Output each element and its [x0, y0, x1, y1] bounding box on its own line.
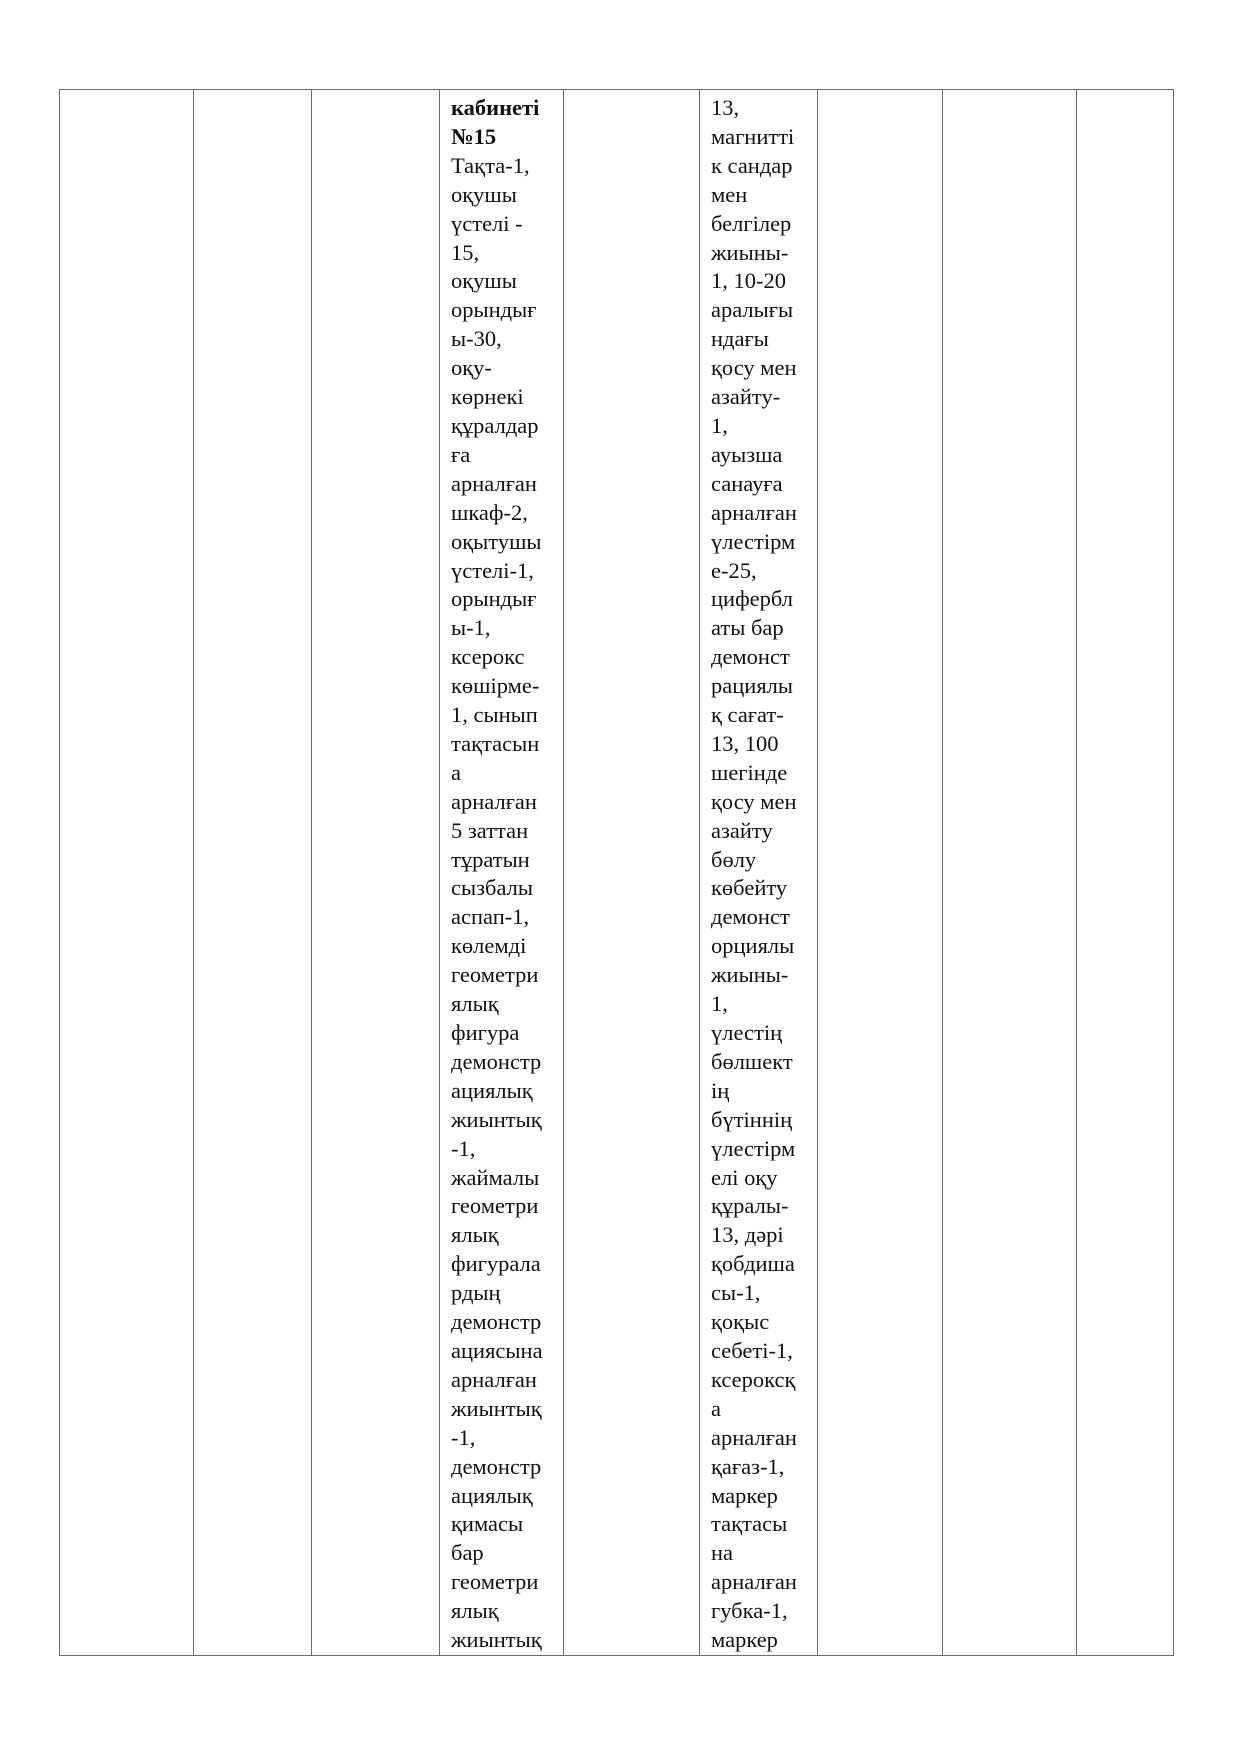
text-line: орындығ — [451, 297, 537, 323]
table-cell-col-8 — [943, 90, 1077, 1656]
text-line: е-25, — [711, 557, 757, 583]
text-line: тақтасы — [711, 1511, 788, 1537]
text-line: -1, — [451, 1424, 476, 1450]
text-line: ы-30, — [451, 326, 502, 352]
text-line: бөлшект — [711, 1048, 793, 1074]
text-line: геометри — [451, 962, 539, 988]
text-line: үлестің — [711, 1020, 783, 1045]
text-line: тақтасын — [451, 730, 540, 756]
table-cell-col-1 — [60, 90, 194, 1656]
text-line: 5 заттан — [451, 817, 529, 843]
text-line: елі оқу — [711, 1164, 778, 1190]
text-line: 15, — [451, 239, 480, 265]
text-line: -1, — [451, 1135, 476, 1161]
text-line: арналған — [711, 1424, 797, 1450]
text-line: үлестірм — [711, 1135, 796, 1161]
text-line: №15 — [451, 123, 497, 149]
text-line: қосу мен — [711, 355, 797, 381]
text-line: аты бар — [711, 615, 784, 641]
text-line: рациялы — [711, 673, 794, 699]
text-line: қобдиша — [711, 1251, 795, 1277]
text-line: фигура — [451, 1020, 520, 1045]
text-line: бүтіннің — [711, 1106, 793, 1132]
text-line: ациялық — [451, 1482, 533, 1508]
text-line: геометри — [451, 1193, 539, 1219]
text-line: ксероксқ — [711, 1366, 796, 1392]
text-line: көлемді — [451, 933, 527, 959]
text-line: жиынтық — [451, 1395, 542, 1421]
text-line: белгілер — [711, 210, 792, 236]
text-line: кабинеті — [451, 95, 540, 120]
text-line: демонстр — [451, 1453, 542, 1479]
text-line: демонстр — [451, 1048, 542, 1074]
text-line: арналған — [451, 1366, 537, 1392]
text-line: демонст — [711, 644, 790, 670]
text-line: 1, — [711, 991, 728, 1017]
text-line: арналған — [451, 788, 537, 814]
table-cell-equipment-room — [440, 90, 564, 1656]
text-line: орындығ — [451, 586, 537, 612]
text-line: магнитті — [711, 123, 795, 149]
text-line: шегінде — [711, 759, 788, 785]
text-line: цифербл — [711, 586, 794, 612]
text-line: маркер — [711, 1482, 778, 1508]
text-line: құралы- — [711, 1193, 789, 1219]
text-line: сызбалы — [451, 875, 533, 901]
text-line: мен — [711, 181, 748, 207]
table-cell-col-9 — [1077, 90, 1174, 1656]
text-line: оқытушы — [451, 528, 542, 554]
text-line: рдың — [451, 1280, 501, 1306]
text-line: ға — [451, 441, 471, 467]
text-line: жиынтық — [451, 1627, 542, 1653]
text-line: жиыны- — [711, 962, 789, 988]
text-line: маркер — [711, 1627, 778, 1653]
text-line: аспап-1, — [451, 904, 530, 930]
text-line: к сандар — [711, 152, 793, 178]
text-line: бар — [451, 1540, 484, 1566]
text-line: ндағы — [711, 326, 769, 352]
text-line: демонстр — [451, 1309, 542, 1335]
text-line: қоқыс — [711, 1309, 770, 1335]
text-line: 13, 100 — [711, 730, 779, 756]
text-line: көрнекі — [451, 384, 524, 410]
text-line: 1, — [711, 412, 728, 438]
text-line: орциялы — [711, 933, 795, 959]
text-line: ауызша — [711, 441, 783, 467]
text-line: сы-1, — [711, 1280, 761, 1306]
text-line: 13, дәрі — [711, 1222, 784, 1248]
text-line: ялық — [451, 1598, 499, 1624]
text-line: шкаф-2, — [451, 499, 528, 525]
text-line: жаймалы — [451, 1164, 540, 1190]
text-line: құралдар — [451, 412, 539, 438]
text-line: жиынтық — [451, 1106, 542, 1132]
text-line: ялық — [451, 1222, 499, 1248]
text-line: үлестірм — [711, 528, 796, 554]
text-line: ялық — [451, 991, 499, 1017]
text-line: бөлу — [711, 846, 757, 872]
text-line: оқушы — [451, 181, 517, 207]
table-cell-col-7 — [818, 90, 943, 1656]
text-line: а — [451, 759, 461, 785]
text-line: ы-1, — [451, 615, 491, 641]
text-line: көбейту — [711, 875, 788, 901]
text-line: ксерокс — [451, 644, 525, 670]
text-line: себеті-1, — [711, 1337, 793, 1363]
text-line: на — [711, 1540, 734, 1566]
text-line: ің — [711, 1077, 730, 1103]
text-line: геометри — [451, 1569, 539, 1595]
text-line: демонст — [711, 904, 790, 930]
text-line: арналған — [711, 1569, 797, 1595]
text-line: көшірме- — [451, 673, 540, 699]
text-line: санауға — [711, 470, 783, 496]
text-line: оқу- — [451, 355, 492, 381]
table-cell-col-3 — [312, 90, 440, 1656]
text-line: аралығы — [711, 297, 794, 323]
text-line: ациясына — [451, 1337, 543, 1363]
text-line: қимасы — [451, 1511, 524, 1537]
text-line: азайту — [711, 817, 773, 843]
text-line: 1, 10-20 — [711, 268, 786, 294]
text-line: үстелі - — [451, 210, 523, 236]
text-line: азайту- — [711, 384, 781, 410]
text-line: Тақта-1, — [451, 152, 530, 178]
table-row — [60, 90, 1174, 1656]
text-line: арналған — [711, 499, 797, 525]
text-line: қағаз-1, — [711, 1453, 785, 1479]
text-line: үстелі-1, — [451, 557, 534, 583]
text-line: фигурала — [451, 1251, 541, 1277]
table-cell-col-2 — [194, 90, 312, 1656]
text-line: тұратын — [451, 846, 530, 872]
text-line: оқушы — [451, 268, 517, 294]
text-line: қ сағат- — [711, 702, 784, 728]
text-line: қосу мен — [711, 788, 797, 814]
text-line: а — [711, 1395, 721, 1421]
table-cell-teaching-aids — [700, 90, 818, 1656]
text-line: жиыны- — [711, 239, 789, 265]
text-line: 13, — [711, 95, 740, 120]
text-line: 1, сынып — [451, 702, 538, 728]
text-line: губка-1, — [711, 1598, 788, 1624]
table-cell-col-5 — [564, 90, 700, 1656]
text-line: ациялық — [451, 1077, 533, 1103]
equipment-table — [59, 89, 1174, 1656]
text-line: арналған — [451, 470, 537, 496]
